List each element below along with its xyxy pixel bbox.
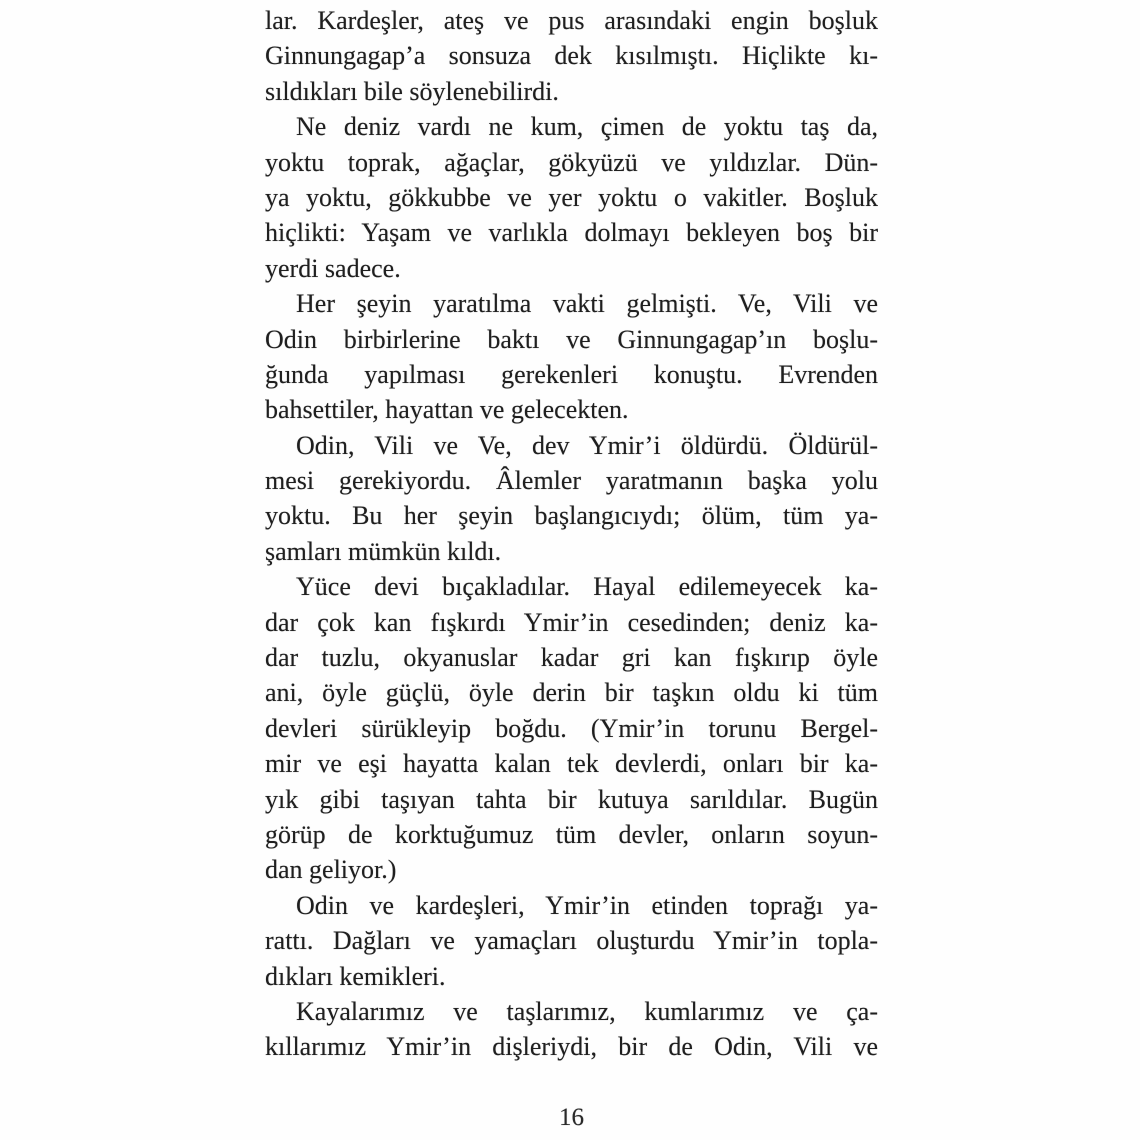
text-line: Odin ve kardeşleri, Ymir’in etinden toprağı ya-	[296, 890, 878, 920]
paragraph	[265, 888, 878, 994]
text-line: yık gibi taşıyan tahta bir kutuya sarıldılar. Bugün	[265, 784, 878, 814]
text-line: Odin birbirlerine baktı ve Ginnungagap’ın boşlu-	[265, 324, 878, 354]
text-line: Ne deniz vardı ne kum, çimen de yoktu taş da,	[296, 112, 878, 142]
text-line: kıllarımız Ymir’in dişleriydi, bir de Odin, Vili ve	[265, 1032, 878, 1062]
text-line: ani, öyle güçlü, öyle derin bir taşkın oldu ki tüm	[265, 678, 878, 708]
text-line: sıldıkları bile söylenebilirdi.	[265, 76, 559, 106]
text-line: dıkları kemikleri.	[265, 961, 446, 991]
text-line: Her şeyin yaratılma vakti gelmişti. Ve, Vili ve	[296, 289, 878, 319]
text-line: lar. Kardeşler, ateş ve pus arasındaki engin boşluk	[265, 6, 878, 35]
text-line: Ginnungagap’a sonsuza dek kısılmıştı. Hiçlikte kı-	[265, 41, 878, 71]
text-line: şamları mümkün kıldı.	[265, 536, 502, 566]
text-line: dar tuzlu, okyanuslar kadar gri kan fışkırıp öyle	[265, 643, 878, 673]
text-line: dar çok kan fışkırdı Ymir’in cesedinden; deniz ka-	[265, 607, 878, 637]
text-line: görüp de korktuğumuz tüm devler, onların soyun-	[265, 819, 878, 849]
text-line: Odin, Vili ve Ve, dev Ymir’i öldürdü. Öldürül-	[296, 430, 878, 460]
paragraph	[265, 428, 878, 570]
paragraph	[265, 286, 878, 428]
text-line: mesi gerekiyordu. Âlemler yaratmanın başka yolu	[265, 466, 878, 496]
text-line: Yüce devi bıçakladılar. Hayal edilemeyecek ka-	[296, 572, 878, 602]
text-block	[265, 3, 878, 1065]
text-line: dan geliyor.)	[265, 855, 397, 885]
text-line: mir ve eşi hayatta kalan tek devlerdi, onları bir ka-	[265, 749, 878, 779]
text-line: rattı. Dağları ve yamaçları oluşturdu Ymir’in topla-	[265, 926, 878, 956]
text-line: yoktu toprak, ağaçlar, gökyüzü ve yıldızlar. Dün-	[265, 147, 878, 177]
paragraph	[265, 109, 878, 286]
text-line: Kayalarımız ve taşlarımız, kumlarımız ve ça-	[296, 996, 878, 1026]
text-line: hiçlikti: Yaşam ve varlıkla dolmayı bekleyen boş bir	[265, 218, 878, 248]
text-line: bahsettiler, hayattan ve gelecekten.	[265, 395, 629, 425]
text-line: ğunda yapılması gerekenleri konuştu. Evrenden	[265, 359, 878, 389]
page-number: 16	[559, 1104, 584, 1131]
text-line: yerdi sadece.	[265, 253, 401, 283]
text-line: ya yoktu, gökkubbe ve yer yoktu o vakitler. Boşluk	[265, 182, 878, 212]
paragraph	[265, 994, 878, 1065]
paragraph	[265, 569, 878, 888]
text-line: devleri sürükleyip boğdu. (Ymir’in torunu Bergel-	[265, 713, 878, 743]
text-line: yoktu. Bu her şeyin başlangıcıydı; ölüm, tüm ya-	[265, 501, 878, 531]
paragraph	[265, 3, 878, 109]
